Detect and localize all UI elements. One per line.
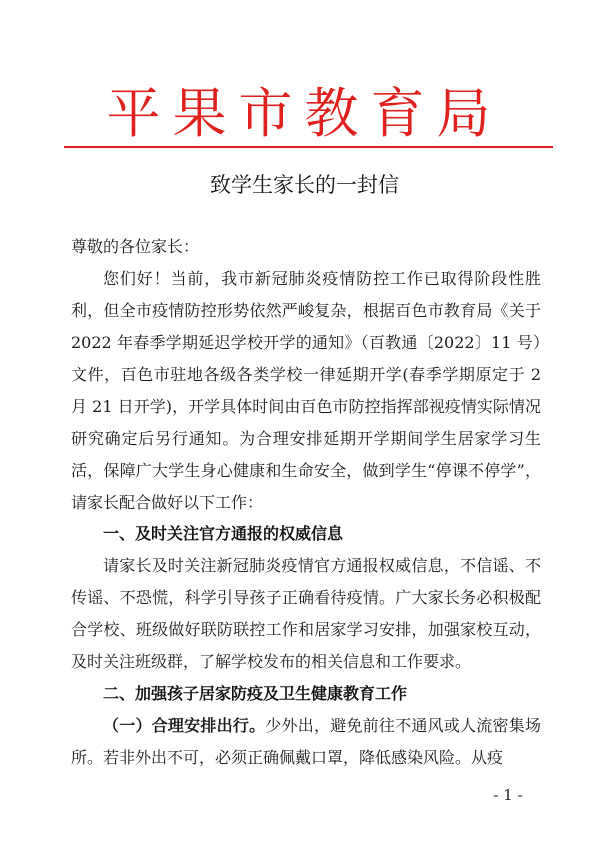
section-heading-2: 二、加强孩子居家防疫及卫生健康教育工作 xyxy=(103,684,408,703)
section-1-paragraph: 请家长及时关注新冠肺炎疫情官方通报权威信息，不信谣、不传谣、不恐慌，科学引导孩子正确看待疫情。广大家长务必积极配合学校、班级做好联防联控工作和居家学习安排，加强家校互动，及时关注班级群，了解学校发布的相关信息和工作要求。 xyxy=(71,556,541,671)
subsection-lead: （一）合理安排出行。 xyxy=(103,716,266,735)
intro-paragraph: 您们好！当前，我市新冠肺炎疫情防控工作已取得阶段性胜利，但全市疫情防控形势依然严峻复杂，根据百色市教育局《关于 2022 年春季学期延迟学校开学的通知》（百教通〔2022〕11 号）文件，百色市驻地各级各类学校一律延期开学(春季学期原定于 2 月 21 日开学)，开学具体时间由百色市防控指挥部视疫情实际情况研究确定后另行通知。为合理安排延期开学期间学生居家学习生活，保障广大学生身心健康和生命安全，做到学生“停课不停学”，请家长配合做好以下工作： xyxy=(71,269,541,512)
section-heading-1: 一、及时关注官方通报的权威信息 xyxy=(103,524,344,543)
section-2-paragraph xyxy=(71,710,541,774)
red-header-rule xyxy=(64,146,553,148)
document-title: 致学生家长的一封信 xyxy=(210,173,399,197)
agency-name: 平果市教育局 xyxy=(106,82,503,145)
subsection-body: 少外出，避免前往不通风或人流密集场所。若非外出不可，必须正确佩戴口罩，降低感染风险。从疫 xyxy=(71,716,541,767)
salutation: 尊敬的各位家长： xyxy=(71,237,200,256)
page-number: - 1 - xyxy=(493,786,523,804)
